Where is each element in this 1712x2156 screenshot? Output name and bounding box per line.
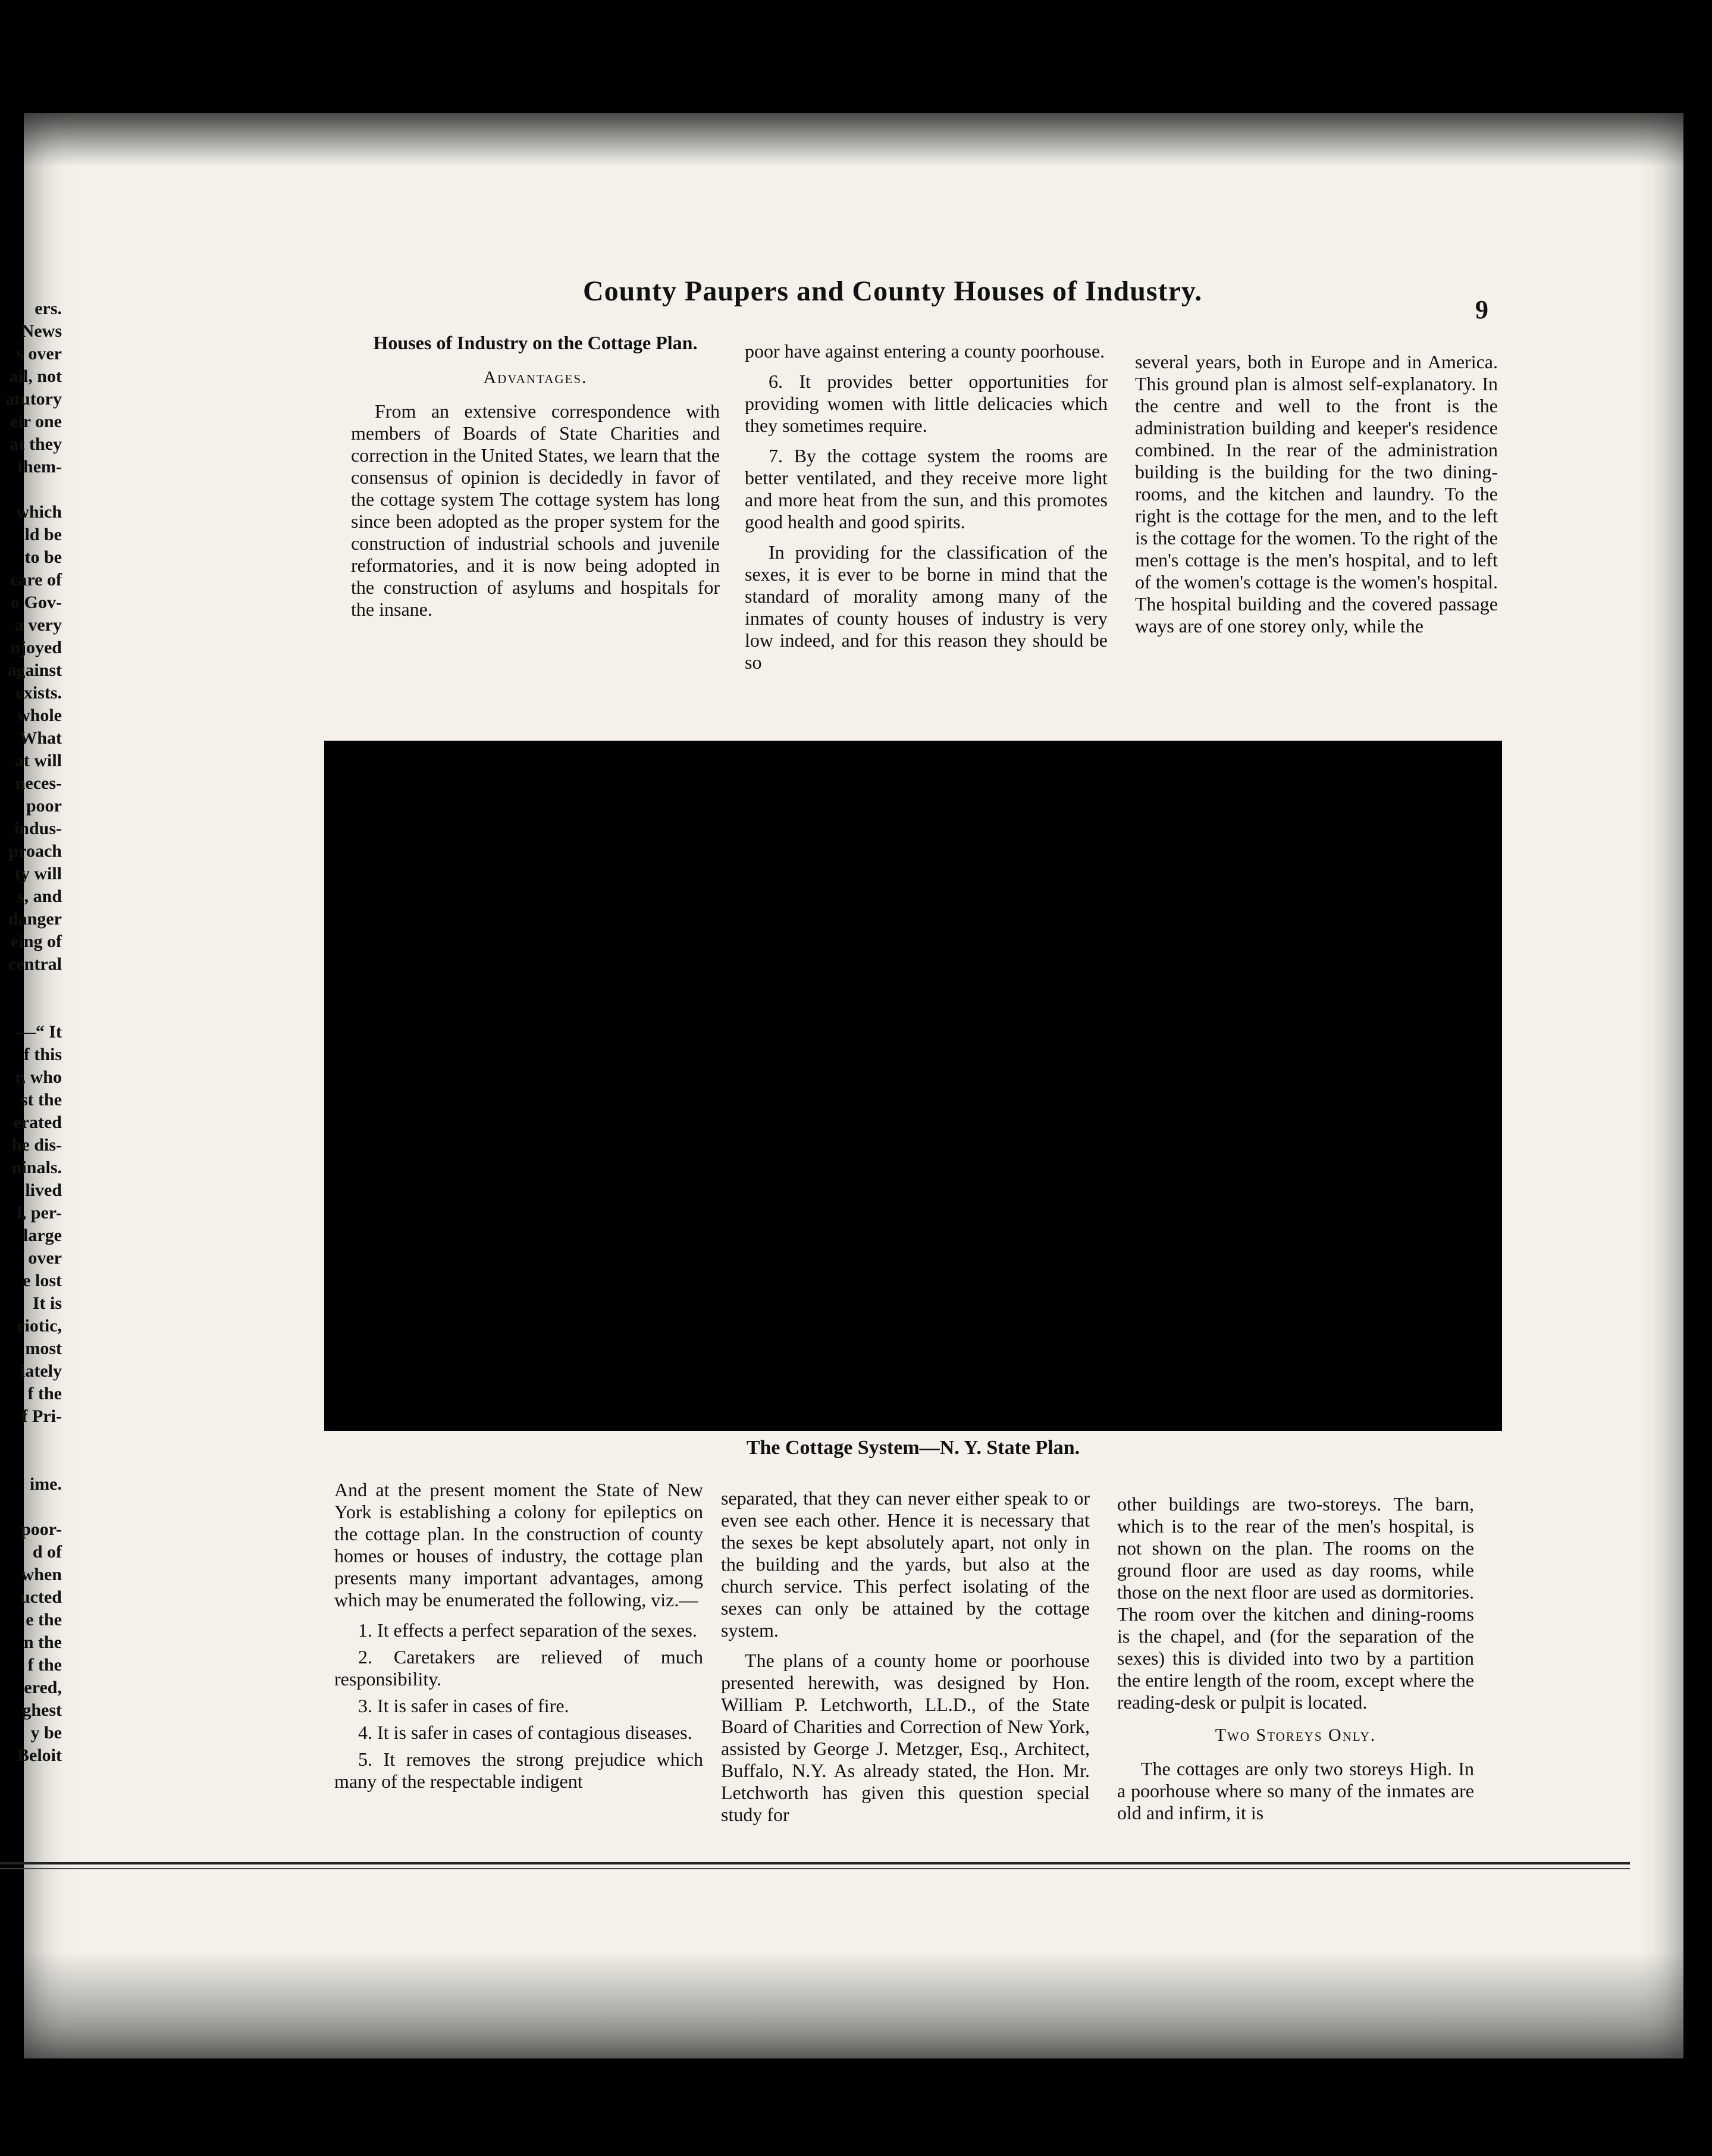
section-subheading: Two Storeys Only. xyxy=(1215,1725,1377,1745)
fragment-line: News xyxy=(21,321,62,341)
fragment-line: o Gov- xyxy=(11,593,62,612)
list-item: 1. It effects a perfect separation of the sexes. xyxy=(358,1619,697,1641)
fragment-line: ers. xyxy=(35,299,62,318)
fragment-line: ail, not xyxy=(9,366,62,386)
bottom-rule xyxy=(0,1862,1630,1864)
fragment-line: f this xyxy=(23,1045,62,1064)
fragment-line: care of xyxy=(10,570,62,590)
fragment-line: when xyxy=(21,1565,62,1584)
paragraph: separated, that they can never either speak to or even see each other. Hence it is necessary that the sexes be kept absolutely apart, not only in the building and the yards, but also at the church service. This perfect isolating of the sexes can only be attained by the cottage system. xyxy=(721,1487,1090,1641)
paragraph: The cottages are only two storeys High. In a poorhouse where so many of the inmates are old and infirm, it is xyxy=(1117,1758,1474,1823)
fragment-line: which xyxy=(16,502,62,522)
article-column-1 xyxy=(351,332,720,629)
fragment-line: them- xyxy=(17,457,62,477)
article-column-4 xyxy=(334,1479,703,1797)
fragment-line: a very xyxy=(14,615,62,635)
fragment-line: It is xyxy=(32,1293,62,1313)
fragment-line: e the xyxy=(26,1610,62,1629)
paragraph: poor have against entering a county poorhouse. xyxy=(745,340,1105,362)
fragment-line: proach xyxy=(8,841,62,861)
fragment-line: n the xyxy=(23,1632,62,1652)
fragment-line xyxy=(0,1428,64,1450)
fragment-line: poor xyxy=(26,796,62,816)
paragraph: several years, both in Europe and in America. This ground plan is almost self-explanatory. In the centre and well to the front is the administration building and keeper's residence combined. In the rear of the administration building is the building for the two dining-rooms, and the kitchen and laundry. To the right is the cottage for the men, and to the left is the cottage for the women. To the right of the men's cottage is the men's hospital, and to left of the women's cottage is the women's hospital. The hospital building and the covered passage ways are of one storey only, while the xyxy=(1135,351,1498,637)
fragment-line xyxy=(0,478,64,501)
fragment-line: danger xyxy=(8,909,62,929)
bottom-edge-shadow xyxy=(24,1951,1683,2070)
list-item: 2. Caretakers are relieved of much responsibility. xyxy=(334,1646,703,1690)
paragraph: And at the present moment the State of New York is establishing a colony for epileptics on the cottage plan. In the construction of county homes or houses of industry, the cottage plan presents many important advantages, among which may be enumerated the following, viz.— xyxy=(334,1479,703,1610)
fragment-line: ucted xyxy=(20,1587,62,1607)
list-item: 5. It removes the strong prejudice which many of the respectable indigent xyxy=(334,1748,703,1792)
paragraph: 7. By the cottage system the rooms are better ventilated, and they receive more light and more heat from the sun, and this promotes good health and good spirits. xyxy=(745,445,1108,532)
fragment-line: f the xyxy=(27,1384,62,1403)
fragment-line: lived xyxy=(25,1180,62,1200)
fragment-line: poor- xyxy=(21,1519,62,1539)
fragment-line: eir one xyxy=(10,412,62,431)
section-subheading: Advantages. xyxy=(483,368,588,387)
article-column-6 xyxy=(1117,1493,1474,1832)
page-number: 9 xyxy=(1475,295,1488,324)
fragment-line: f Pri- xyxy=(21,1406,62,1426)
fragment-line: atutory xyxy=(5,389,62,409)
fragment-line: large xyxy=(23,1226,62,1245)
figure-caption: The Cottage System—N. Y. State Plan. xyxy=(746,1437,1080,1459)
fragment-line: exists. xyxy=(15,683,62,703)
fragment-line: neces- xyxy=(15,773,62,793)
fragment-line: Beloit xyxy=(17,1746,62,1765)
fragment-line: at will xyxy=(14,751,62,770)
fragment-line: ghest xyxy=(22,1700,62,1720)
fragment-line: s, and xyxy=(17,886,62,906)
fragment-line: iately xyxy=(20,1361,62,1381)
paragraph: other buildings are two-storeys. The barn, which is to the rear of the men's hospital, is not shown on the plan. The rooms on the ground floor are used as day rooms, while those on the next floor are used as dormitories. The room over the kitchen and dining-rooms is the chapel, and (for the separation of the sexes) this is divided into two by a partition the entire length of the room, except where the reading-desk or pulpit is located. xyxy=(1117,1493,1474,1713)
list-item: 3. It is safer in cases of fire. xyxy=(358,1695,569,1716)
fragment-line: to be xyxy=(24,547,62,567)
fragment-line: ime. xyxy=(29,1474,62,1494)
adjacent-page-fragment xyxy=(0,297,64,1904)
fragment-line: ty will xyxy=(14,864,62,883)
fragment-line: erated xyxy=(13,1113,62,1132)
ground-plan-figure xyxy=(324,741,1502,1431)
article-column-5 xyxy=(721,1487,1090,1834)
bottom-rule-thin xyxy=(0,1868,1630,1869)
paragraph: 6. It provides better opportunities for providing women with little delicacies which they sometimes require. xyxy=(745,371,1108,436)
fragment-line: e lost xyxy=(23,1271,62,1290)
fragment-line: against xyxy=(7,660,62,680)
fragment-line: eing of xyxy=(11,932,62,951)
fragment-line: indus- xyxy=(14,819,62,838)
fragment-line: f the xyxy=(27,1655,62,1675)
fragment-line: over xyxy=(28,1248,62,1268)
paragraph: From an extensive correspondence with members of Boards of State Charities and correction in the United States, we learn that the consensus of opinion is decidedly in favor of the cottage system The cottage system has long since been adopted as the proper system for the construction of industrial schools and juvenile reformatories, and it is now being adopted in the construction of asylums and hospitals for the insane. xyxy=(351,400,720,620)
list-item: 4. It is safer in cases of contagious diseases. xyxy=(358,1722,692,1743)
fragment-line: at they xyxy=(10,434,62,454)
fragment-line xyxy=(0,998,64,1021)
article-column-2 xyxy=(745,340,1108,682)
fragment-line: —“ It xyxy=(17,1022,62,1042)
fragment-line: ld be xyxy=(24,525,62,544)
fragment-line: njoyed xyxy=(10,638,62,657)
fragment-line: l, per- xyxy=(17,1203,62,1223)
fragment-line: riotic, xyxy=(17,1316,62,1336)
fragment-line: y be xyxy=(30,1723,62,1743)
fragment-line: d of xyxy=(32,1542,62,1562)
fragment-line: st the xyxy=(20,1090,62,1110)
fragment-line: ninals. xyxy=(11,1158,62,1177)
fragment-line xyxy=(0,1496,64,1518)
fragment-line: s over xyxy=(17,344,62,363)
fragment-line: What xyxy=(19,728,62,748)
fragment-line xyxy=(0,976,64,998)
fragment-line: ered, xyxy=(24,1678,62,1697)
article-heading: Houses of Industry on the Cottage Plan. xyxy=(373,332,698,353)
fragment-line xyxy=(0,1450,64,1473)
fragment-line: most xyxy=(25,1339,62,1358)
fragment-line: whole xyxy=(17,706,62,725)
top-edge-shadow xyxy=(24,113,1683,167)
page-title: County Paupers and County Houses of Industry. xyxy=(583,275,1203,307)
fragment-line: central xyxy=(8,954,62,974)
advantages-list xyxy=(334,1619,703,1793)
paragraph: The plans of a county home or poorhouse presented herewith, was designed by Hon. William P. Letchworth, LL.D., of the State Board of Charities and Correction of New York, assisted by George J. Metzger, Esq., Architect, Buffalo, N.Y. As already stated, the Hon. Mr. Letchworth has given this question special study for xyxy=(721,1650,1090,1825)
fragment-line: he dis- xyxy=(11,1135,62,1155)
paragraph: In providing for the classification of the sexes, it is ever to be borne in mind that the standard of morality among many of the inmates of county houses of industry is very low indeed, and for this reason they should be so xyxy=(745,541,1108,673)
fragment-line: r, who xyxy=(15,1067,62,1087)
article-column-3 xyxy=(1135,351,1498,645)
